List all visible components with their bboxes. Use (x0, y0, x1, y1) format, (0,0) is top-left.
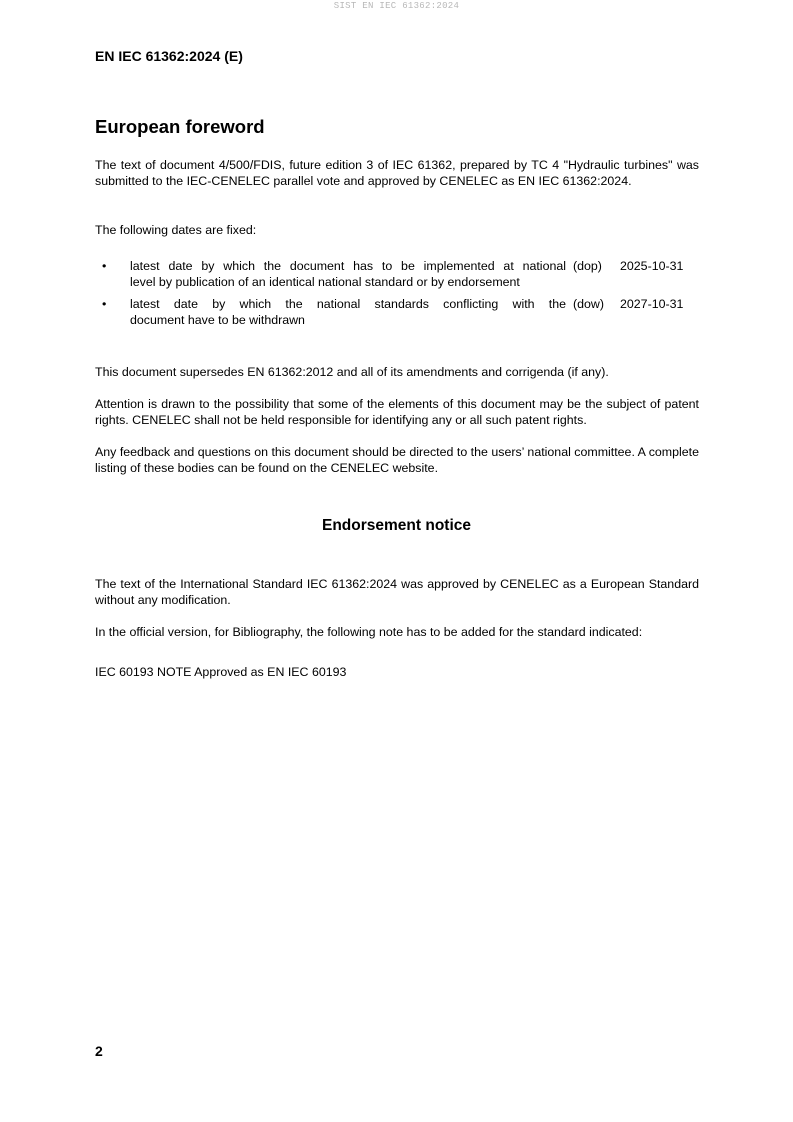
feedback-paragraph: Any feedback and questions on this document should be directed to the users’ national committee. A complete listing of these bodies can be found on the CENELEC website. (95, 445, 699, 475)
date-value: 2025-10-31 (620, 259, 684, 273)
page-number: 2 (95, 1043, 103, 1059)
date-abbreviation: (dop) (573, 259, 602, 273)
dates-intro: The following dates are fixed: (95, 223, 257, 237)
bibliography-instruction: In the official version, for Bibliography, the following note has to be added for the standard indicated: (95, 625, 643, 639)
endorsement-title: Endorsement notice (322, 517, 471, 534)
date-description-line2: level by publication of an identical national standard or by endorsement (130, 275, 520, 289)
date-item-dow (95, 296, 699, 328)
date-abbreviation: (dow) (573, 297, 604, 311)
watermark: SIST EN IEC 61362:2024 (333, 1, 460, 11)
date-description-line1: latest date by which the document has to be implemented at national (130, 259, 566, 273)
foreword-paragraph: The text of document 4/500/FDIS, future edition 3 of IEC 61362, prepared by TC 4 "Hydraulic turbines" was submitted to the IEC-CENELEC parallel vote and approved by CENELEC as EN IEC 61362:2024. (95, 158, 699, 188)
date-description-line2: document have to be withdrawn (130, 313, 305, 327)
dates-list (95, 258, 699, 328)
attention-paragraph: Attention is drawn to the possibility that some of the elements of this document may be the subject of patent rights. CENELEC shall not be held responsible for identifying any or all such patent rights. (95, 397, 699, 427)
bibliography-note: IEC 60193 NOTE Approved as EN IEC 60193 (95, 665, 347, 679)
supersedes-paragraph: This document supersedes EN 61362:2012 and all of its amendments and corrigenda (if any). (95, 365, 609, 379)
foreword-title: European foreword (95, 116, 265, 137)
date-description-line1: latest date by which the national standards conflicting with the (130, 297, 566, 311)
date-item-dop (95, 258, 699, 290)
bullet: • (102, 259, 107, 273)
date-value: 2027-10-31 (620, 297, 684, 311)
document-id: EN IEC 61362:2024 (E) (95, 48, 243, 64)
bullet: • (102, 297, 107, 311)
endorsement-paragraph: The text of the International Standard IEC 61362:2024 was approved by CENELEC as a European Standard without any modification. (95, 577, 699, 607)
